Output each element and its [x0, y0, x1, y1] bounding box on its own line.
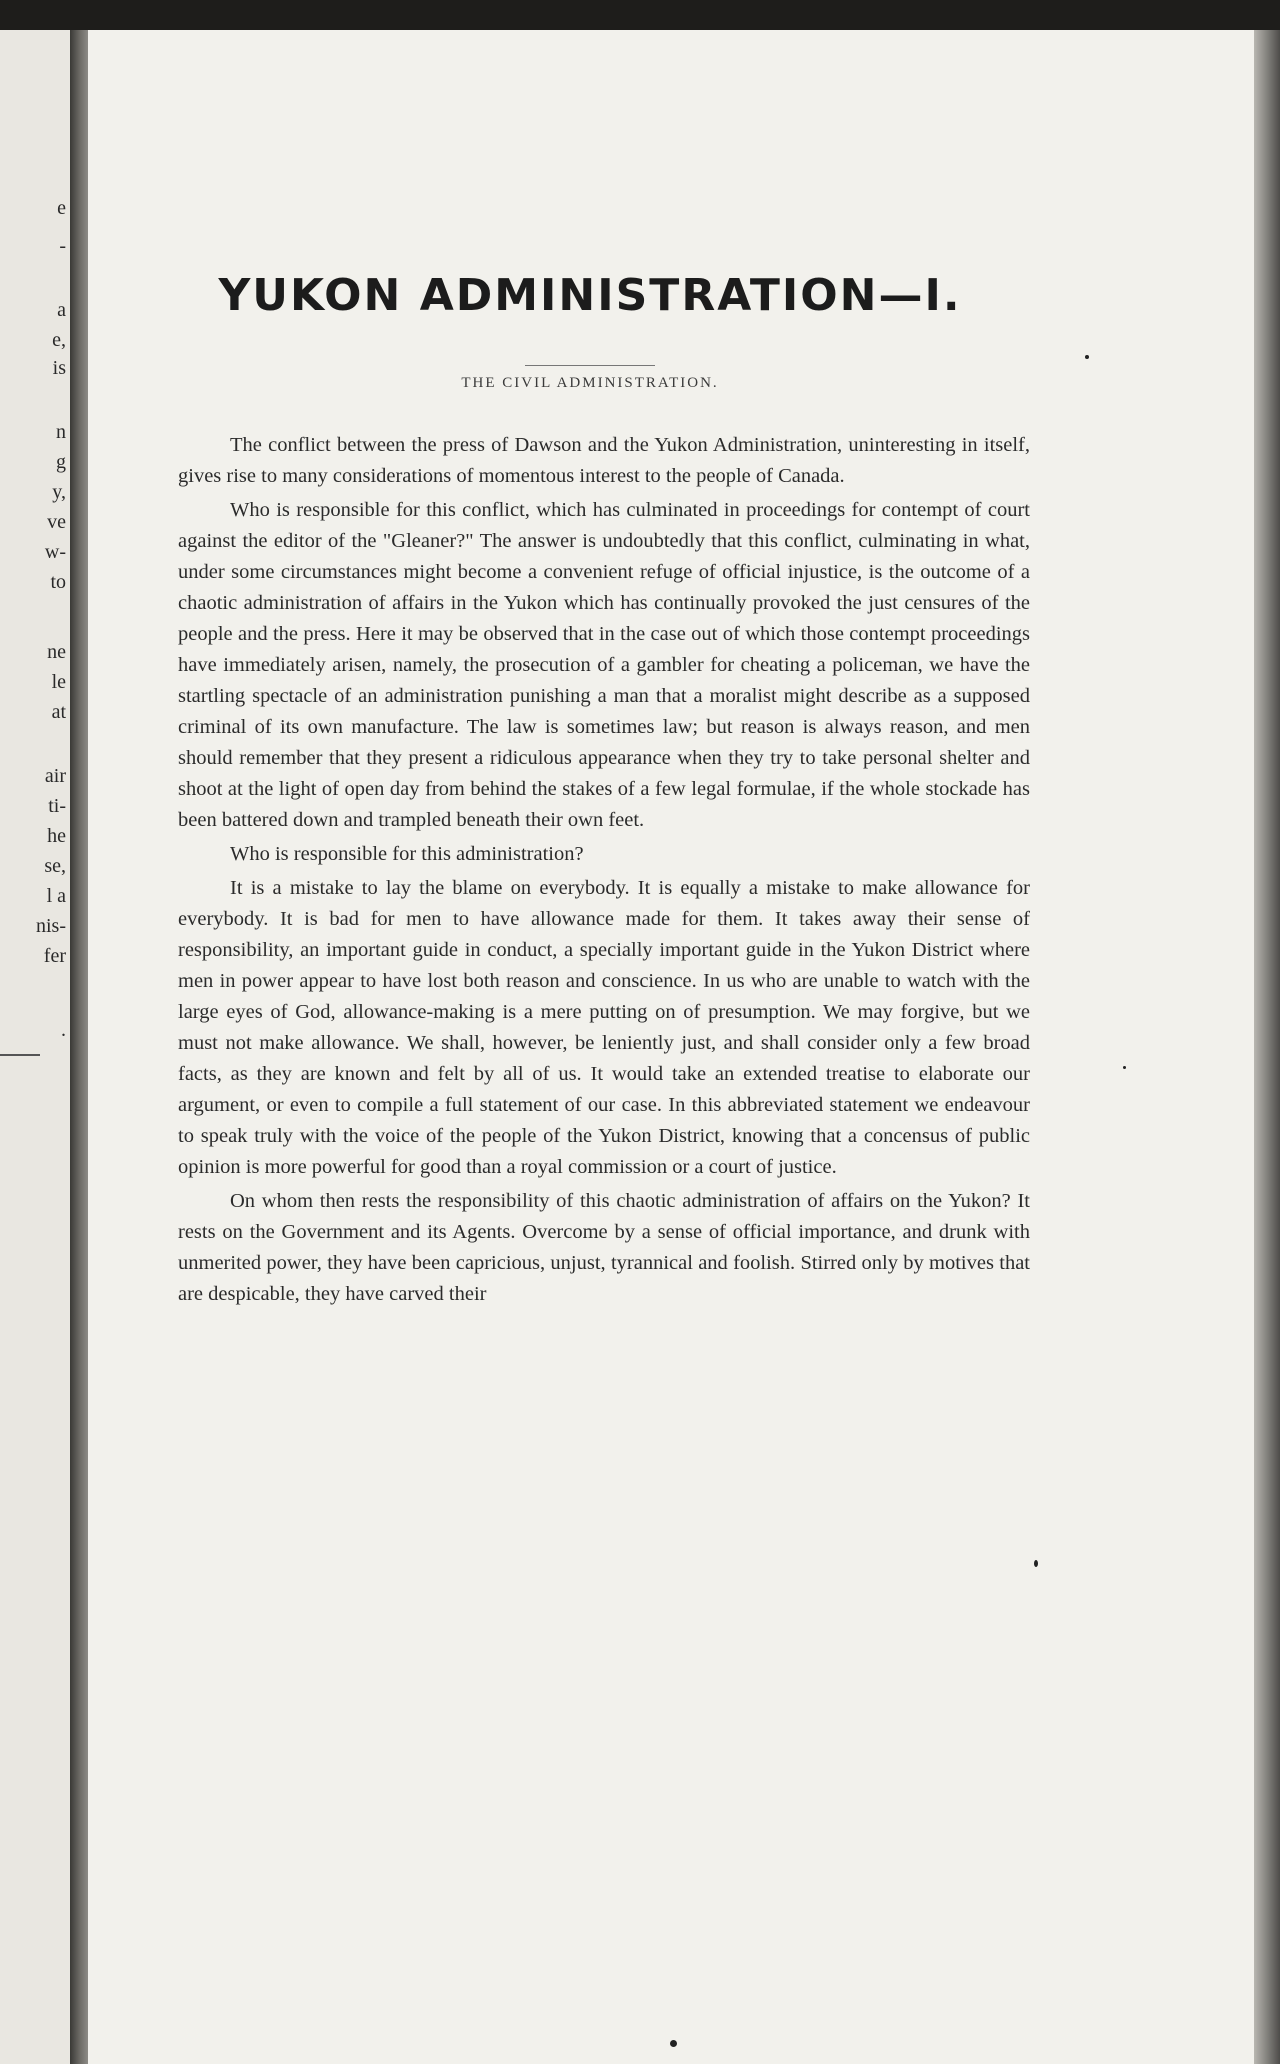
adjacent-page-fragment: e,	[52, 329, 66, 351]
adjacent-page-fragment: to	[50, 571, 66, 593]
book-gutter	[70, 30, 88, 2064]
paragraph: Who is responsible for this administration?	[230, 843, 584, 865]
paragraph: The conflict between the press of Dawson and the Yukon Administration, uninteresting in itself, gives rise to many considerations of momentous interest to the people of Canada.	[178, 434, 1030, 487]
adjacent-page-fragment: g	[56, 451, 66, 473]
scan-top-border	[0, 0, 1280, 30]
adjacent-page-fragment: n	[56, 421, 66, 443]
adjacent-page-fragment: a	[57, 299, 66, 321]
adjacent-page-edge	[0, 30, 70, 2064]
adjacent-page-fragment: ti-	[48, 795, 66, 817]
adjacent-page-fragment: le	[51, 671, 66, 693]
adjacent-page-fragment: ve	[47, 511, 66, 533]
section-heading: THE CIVIL ADMINISTRATION.	[461, 375, 719, 391]
scan-speck	[1123, 1066, 1126, 1069]
adjacent-page-fragment: l a	[46, 885, 66, 907]
scan-speck	[670, 2040, 677, 2047]
adjacent-page-fragment: ne	[47, 641, 66, 663]
adjacent-page-fragment: he	[47, 825, 66, 847]
heading-rule	[525, 365, 655, 366]
adjacent-page-fragment: air	[44, 765, 66, 787]
adjacent-page-fragment: y,	[52, 481, 66, 503]
page-right-edge	[1254, 30, 1280, 2064]
adjacent-page-fragment: .	[61, 1019, 66, 1041]
adjacent-page-rule	[0, 1054, 40, 1056]
adjacent-page-fragment: w-	[44, 541, 66, 563]
scan-speck	[1085, 355, 1089, 359]
adjacent-page-fragment: se,	[44, 855, 66, 877]
article-body	[178, 430, 1030, 1310]
adjacent-page-fragment: -	[59, 235, 66, 257]
page-title: YUKON ADMINISTRATION—I.	[218, 270, 962, 321]
adjacent-page-fragment: is	[52, 357, 66, 379]
paragraph: On whom then rests the responsibility of this chaotic administration of affairs on the Yukon? It rests on the Government and its Agents. Overcome by a sense of official importance, and drunk with unmerited power, they have been capricious, unjust, tyrannical and foolish. Stirred only by motives that are despicable, they have carved their	[178, 1190, 1030, 1305]
paragraph: Who is responsible for this conflict, which has culminated in proceedings for contempt of court against the editor of the "Gleaner?" The answer is undoubtedly that this conflict, culminating in what, under some circumstances might become a convenient refuge of official injustice, is the outcome of a chaotic administration of affairs in the Yukon which has continually provoked the just censures of the people and the press. Here it may be observed that in the case out of which those contempt proceedings have immediately arisen, namely, the prosecution of a gambler for cheating a policeman, we have the startling spectacle of an administration punishing a man that a moralist might describe as a supposed criminal of its own manufacture. The law is sometimes law; but reason is always reason, and men should remember that they present a ridiculous appearance when they try to take personal shelter and shoot at the light of open day from behind the stakes of a few legal formulae, if the whole stockade has been battered down and trampled beneath their own feet.	[178, 499, 1030, 831]
scan-speck	[1034, 1560, 1038, 1567]
adjacent-page-fragment: fer	[43, 945, 66, 967]
adjacent-page-fragment: nis-	[36, 915, 66, 937]
paragraph: It is a mistake to lay the blame on everybody. It is equally a mistake to make allowance for everybody. It is bad for men to have allowance made for them. It takes away their sense of responsibility, an important guide in conduct, a specially important guide in the Yukon District where men in power appear to have lost both reason and conscience. In us who are unable to watch with the large eyes of God, allowance-making is a mere putting on of presumption. We may forgive, but we must not make allowance. We shall, however, be leniently just, and shall consider only a few broad facts, as they are known and felt by all of us. It would take an extended treatise to elaborate our argument, or even to compile a full statement of our case. In this abbreviated statement we endeavour to speak truly with the voice of the people of the Yukon District, knowing that a concensus of public opinion is more powerful for good than a royal commission or a court of justice.	[178, 877, 1030, 1178]
adjacent-page-fragment: at	[51, 701, 66, 723]
adjacent-page-fragment: e	[57, 197, 66, 219]
